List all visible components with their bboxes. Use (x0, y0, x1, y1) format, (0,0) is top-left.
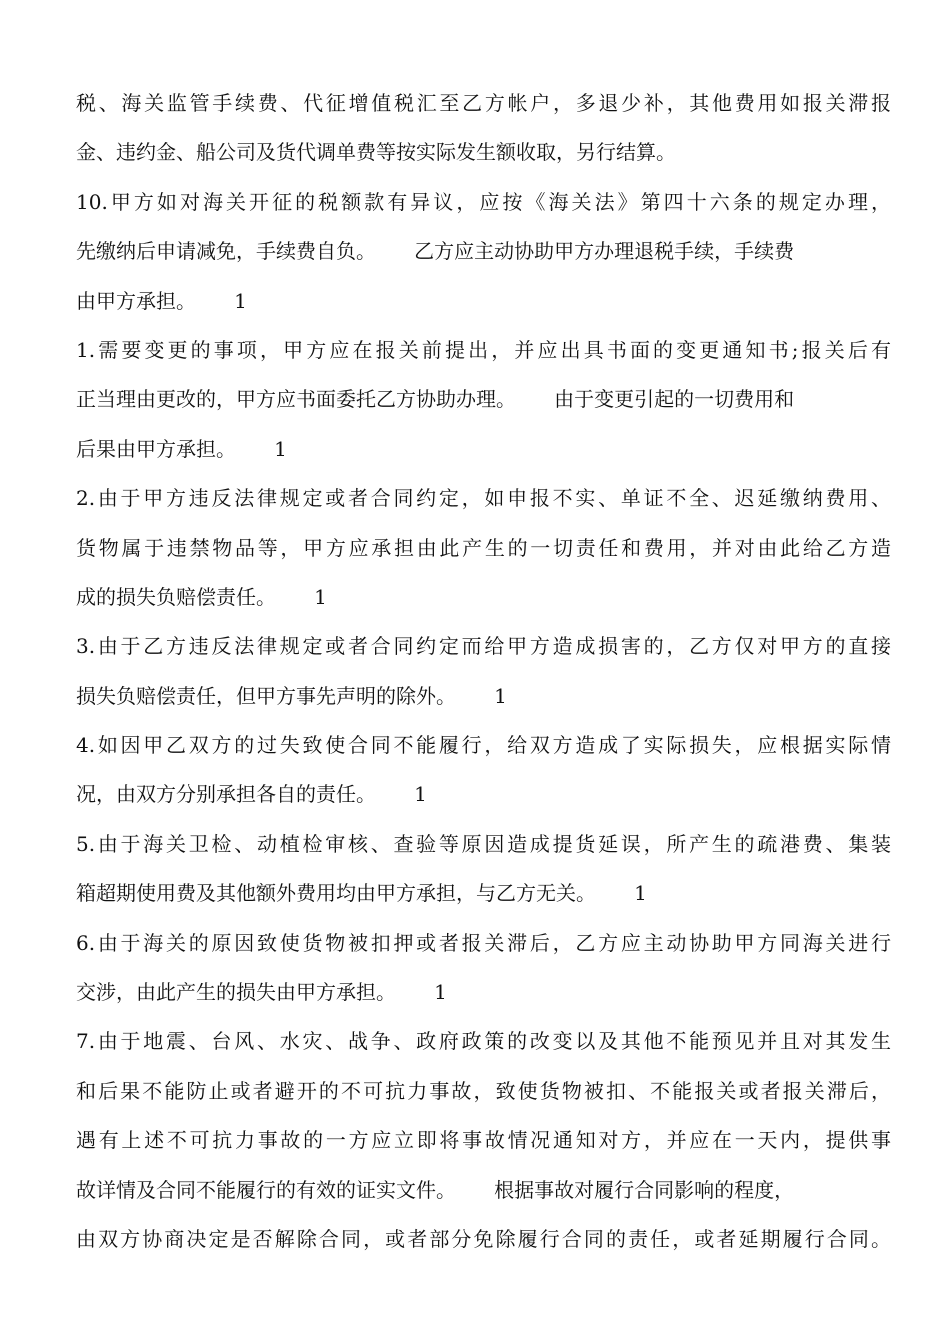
text-line: 10.甲方如对海关开征的税额款有异议，应按《海关法》第四十六条的规定办理， (76, 189, 891, 214)
text-line: 税、海关监管手续费、代征增值税汇至乙方帐户，多退少补，其他费用如报关滞报 (76, 91, 891, 115)
text-line: 成的损失负赔偿责任。 1 (76, 584, 327, 609)
text-line: 故详情及合同不能履行的有效的证实文件。 根据事故对履行合同影响的程度， (76, 1177, 795, 1202)
text-line: 金、违约金、船公司及货代调单费等按实际发生额收取，另行结算。 (76, 140, 676, 165)
text-line: 6.由于海关的原因致使货物被扣押或者报关滞后，乙方应主动协助甲方同海关进行 (76, 930, 891, 955)
text-line: 货物属于违禁物品等，甲方应承担由此产生的一切责任和费用，并对由此给乙方造 (76, 535, 891, 560)
text-line: 3.由于乙方违反法律规定或者合同约定而给甲方造成损害的，乙方仅对甲方的直接 (76, 634, 891, 659)
text-line: 由双方协商决定是否解除合同，或者部分免除履行合同的责任，或者延期履行合同。 (76, 1226, 891, 1251)
text-line: 由甲方承担。 1 (76, 288, 247, 313)
text-line: 损失负赔偿责任，但甲方事先声明的除外。 1 (76, 683, 507, 708)
text-line: 正当理由更改的，甲方应书面委托乙方协助办理。 由于变更引起的一切费用和 (76, 387, 795, 412)
text-line: 5.由于海关卫检、动植检审核、查验等原因造成提货延误，所产生的疏港费、集装 (76, 831, 891, 856)
text-line: 后果由甲方承担。 1 (76, 436, 287, 461)
text-line: 遇有上述不可抗力事故的一方应立即将事故情况通知对方，并应在一天内，提供事 (76, 1128, 891, 1153)
text-line: 况，由双方分别承担各自的责任。 1 (76, 782, 427, 807)
text-line: 4.如因甲乙双方的过失致使合同不能履行，给双方造成了实际损失，应根据实际情 (76, 733, 891, 758)
text-line: 箱超期使用费及其他额外费用均由甲方承担，与乙方无关。 1 (76, 881, 647, 906)
text-line: 2.由于甲方违反法律规定或者合同约定，如申报不实、单证不全、迟延缴纳费用、 (76, 486, 891, 511)
document-body (76, 79, 891, 1264)
text-line: 先缴纳后申请减免，手续费自负。 乙方应主动协助甲方办理退税手续，手续费 (76, 239, 795, 264)
text-line: 1.需要变更的事项，甲方应在报关前提出，并应出具书面的变更通知书;报关后有 (76, 337, 891, 362)
text-line: 7.由于地震、台风、水灾、战争、政府政策的改变以及其他不能预见并且对其发生 (76, 1029, 891, 1054)
text-line: 和后果不能防止或者避开的不可抗力事故，致使货物被扣、不能报关或者报关滞后， (76, 1078, 891, 1103)
text-line: 交涉，由此产生的损失由甲方承担。 1 (76, 980, 447, 1005)
